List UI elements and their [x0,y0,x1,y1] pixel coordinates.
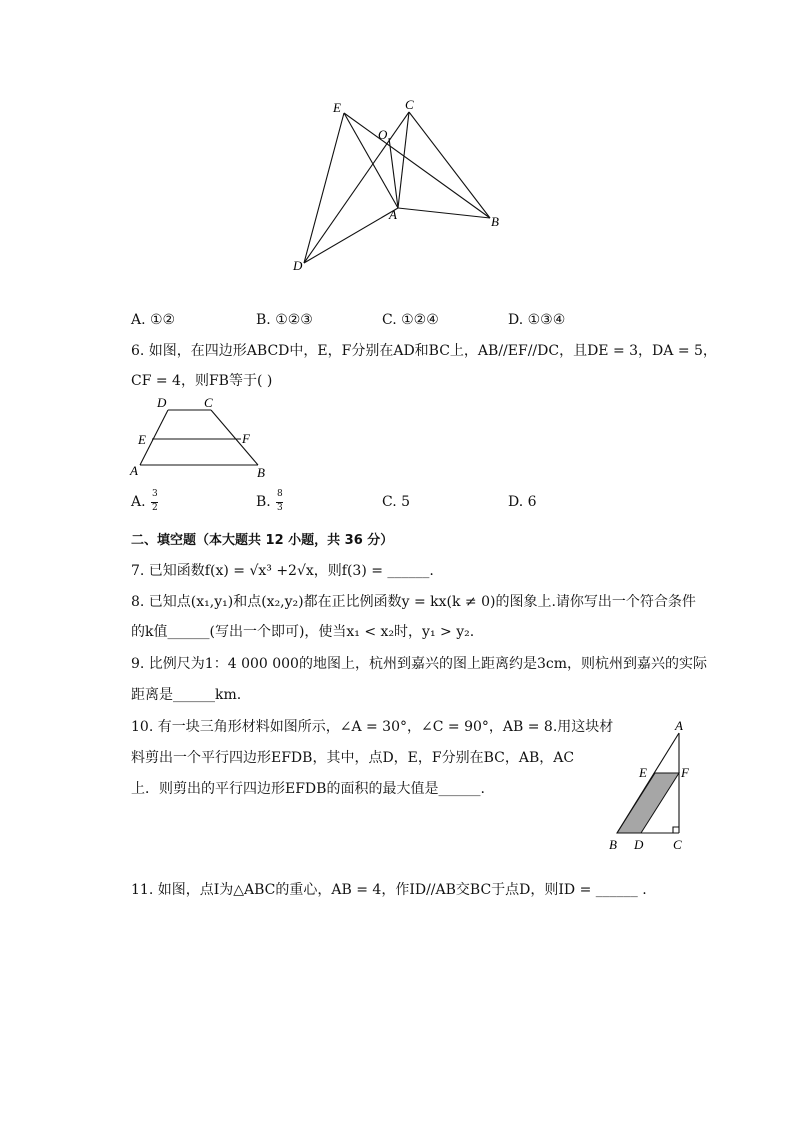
fig6-label-F: F [242,431,250,446]
q6-option-a-prefix: A. [131,494,146,510]
fig5-label-E: E [333,100,341,115]
q7-text: 7. 已知函数f(x) = √x³ +2√x，则f(3) = ______. [131,563,434,579]
fig6-label-C: C [204,395,213,410]
q6-option-a-numerator: 3 [152,489,158,499]
figure-q5 [280,92,520,282]
q8-line2: 的k值______(写出一个即可)，使当x₁ < x₂时，y₁ > y₂. [131,624,475,640]
fig5-label-B: B [491,214,499,229]
fig6-label-A: A [130,463,138,478]
q10-line1: 10. 有一块三角形材料如图所示，∠A = 30°，∠C = 90°，AB = 8.用这块材 [131,719,614,735]
figure-q10 [600,715,710,855]
q10-line3: 上．则剪出的平行四边形EFDB的面积的最大值是______. [131,781,485,797]
q6-line2: CF = 4，则FB等于( ) [131,373,273,389]
q6-option-b [256,489,283,513]
q6-option-d: D. 6 [508,494,537,510]
q8-line1: 8. 已知点(x₁,y₁)和点(x₂,y₂)都在正比例函数y = kx(k ≠ 0)的图象上.请你写出一个符合条件 [131,594,696,610]
fig10-label-A: A [675,718,683,733]
q6-option-a [131,489,158,513]
q9-line1: 9. 比例尺为1：4 000 000的地图上，杭州到嘉兴的图上距离约是3cm，则杭州到嘉兴的实际 [131,656,707,672]
q6-option-b-prefix: B. [256,494,271,510]
q5-option-d: D. ①③④ [508,312,566,328]
q9-line2: 距离是______km. [131,687,242,703]
fig6-label-E: E [138,432,146,447]
fig10-label-F: F [681,765,689,780]
figure-q6 [125,393,275,483]
fig5-label-D: D [293,258,303,273]
q11-text: 11. 如图，点I为△ABC的重心，AB = 4，作ID//AB交BC于点D，则ID = ______ . [131,882,647,898]
q6-option-c: C. 5 [382,494,411,510]
fig5-label-A: A [389,207,397,222]
fig6-label-B: B [257,465,265,480]
q6-option-a-denominator: 2 [152,503,158,513]
fig10-label-C: C [673,837,682,852]
fig10-label-E: E [639,765,647,780]
q5-option-a: A. ①② [131,312,176,328]
q10-line2: 料剪出一个平行四边形EFDB，其中，点D，E，F分别在BC，AB，AC [131,750,575,766]
fig5-label-O: O [378,127,388,142]
q5-option-c: C. ①②④ [382,312,439,328]
fig10-label-B: B [609,837,617,852]
q6-option-b-denominator: 3 [277,503,283,513]
section-title: 二、填空题（本大题共 12 小题，共 36 分） [131,533,394,548]
fig6-label-D: D [157,395,167,410]
q6-option-b-numerator: 8 [277,489,283,499]
q6-line1: 6. 如图，在四边形ABCD中，E，F分别在AD和BC上，AB//EF//DC，且DE = 3，DA = 5， [131,343,717,359]
fig10-label-D: D [634,837,644,852]
fig5-label-C: C [405,97,414,112]
q5-option-b: B. ①②③ [256,312,313,328]
